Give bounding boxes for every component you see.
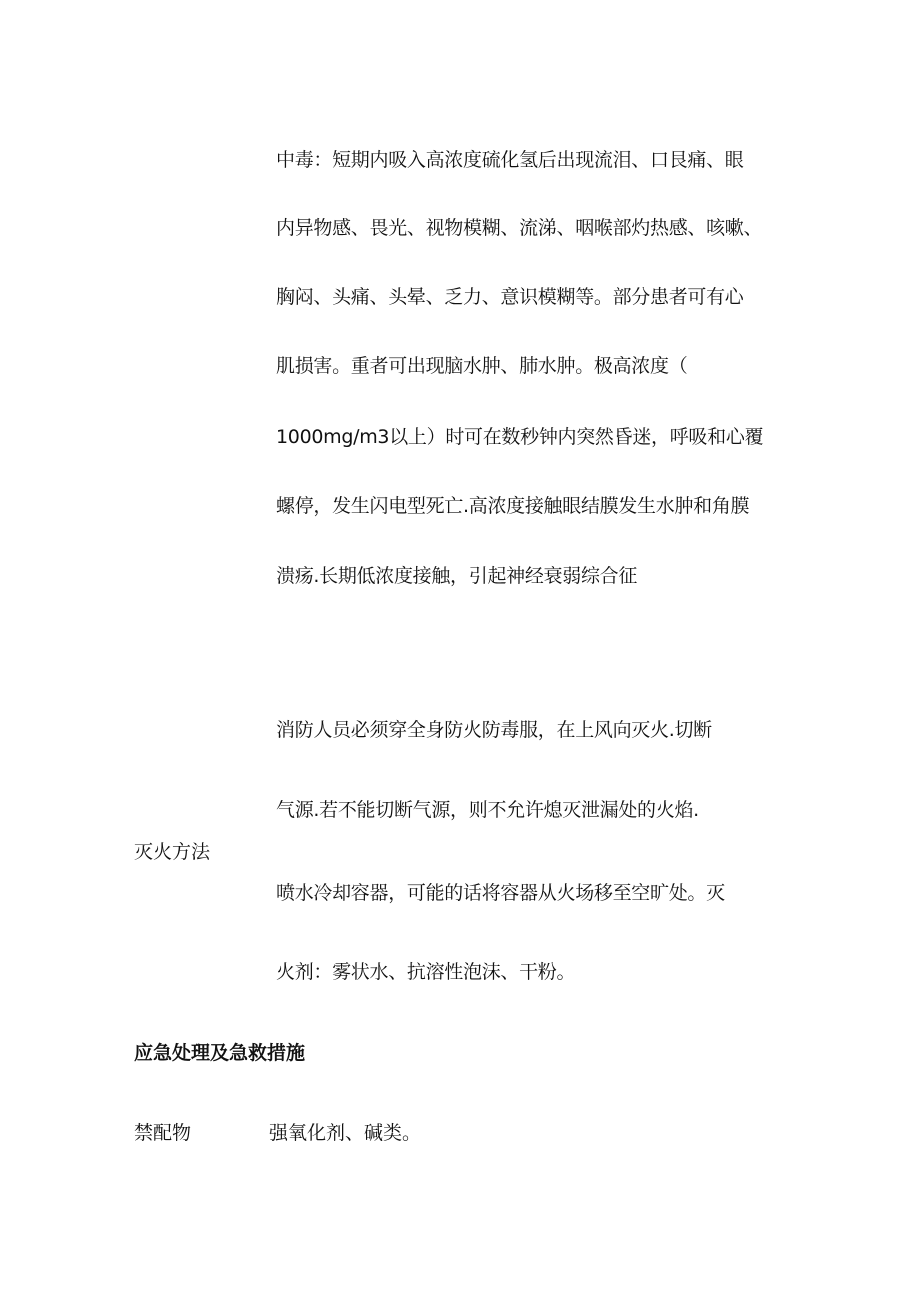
fire-fighting-label: 灭火方法 bbox=[134, 841, 211, 863]
toxicity-line-7: 溃疡.长期低浓度接触，引起神经衰弱综合征 bbox=[276, 565, 638, 587]
fire-fighting-line-4: 火剂：雾状水、抗溶性泡沫、干粉。 bbox=[276, 961, 576, 983]
toxicity-line-5: 1000mg∕m3以上）时可在数秒钟内突然昏迷，呼吸和心覆 bbox=[276, 426, 764, 448]
toxicity-line-3: 胸闷、头痛、头晕、乏力、意识模糊等。部分患者可有心 bbox=[276, 286, 744, 308]
fire-fighting-line-1: 消防人员必须穿全身防火防毒服，在上风向灭火.切断 bbox=[276, 719, 712, 741]
incompatible-label: 禁配物 bbox=[134, 1122, 192, 1144]
fire-fighting-line-2: 气源.若不能切断气源，则不允许熄灭泄漏处的火焰. bbox=[276, 799, 699, 821]
fire-fighting-line-3: 喷水冷却容器，可能的话将容器从火场移至空旷处。灭 bbox=[276, 882, 725, 904]
toxicity-line-6: 螺停，发生闪电型死亡.高浓度接触眼结膜发生水肿和角膜 bbox=[276, 495, 750, 517]
toxicity-line-1: 中毒：短期内吸入高浓度硫化氢后出现流泪、口艮痛、眼 bbox=[276, 149, 744, 171]
incompatible-value: 强氧化剂、碱类。 bbox=[269, 1122, 422, 1144]
toxicity-line-2: 内异物感、畏光、视物模糊、流涕、咽喉部灼热感、咳嗽、 bbox=[276, 217, 763, 239]
toxicity-line-4: 肌损害。重者可出现脑水肿、肺水肿。极高浓度（ bbox=[276, 355, 688, 377]
emergency-heading: 应急处理及急救措施 bbox=[134, 1042, 306, 1064]
